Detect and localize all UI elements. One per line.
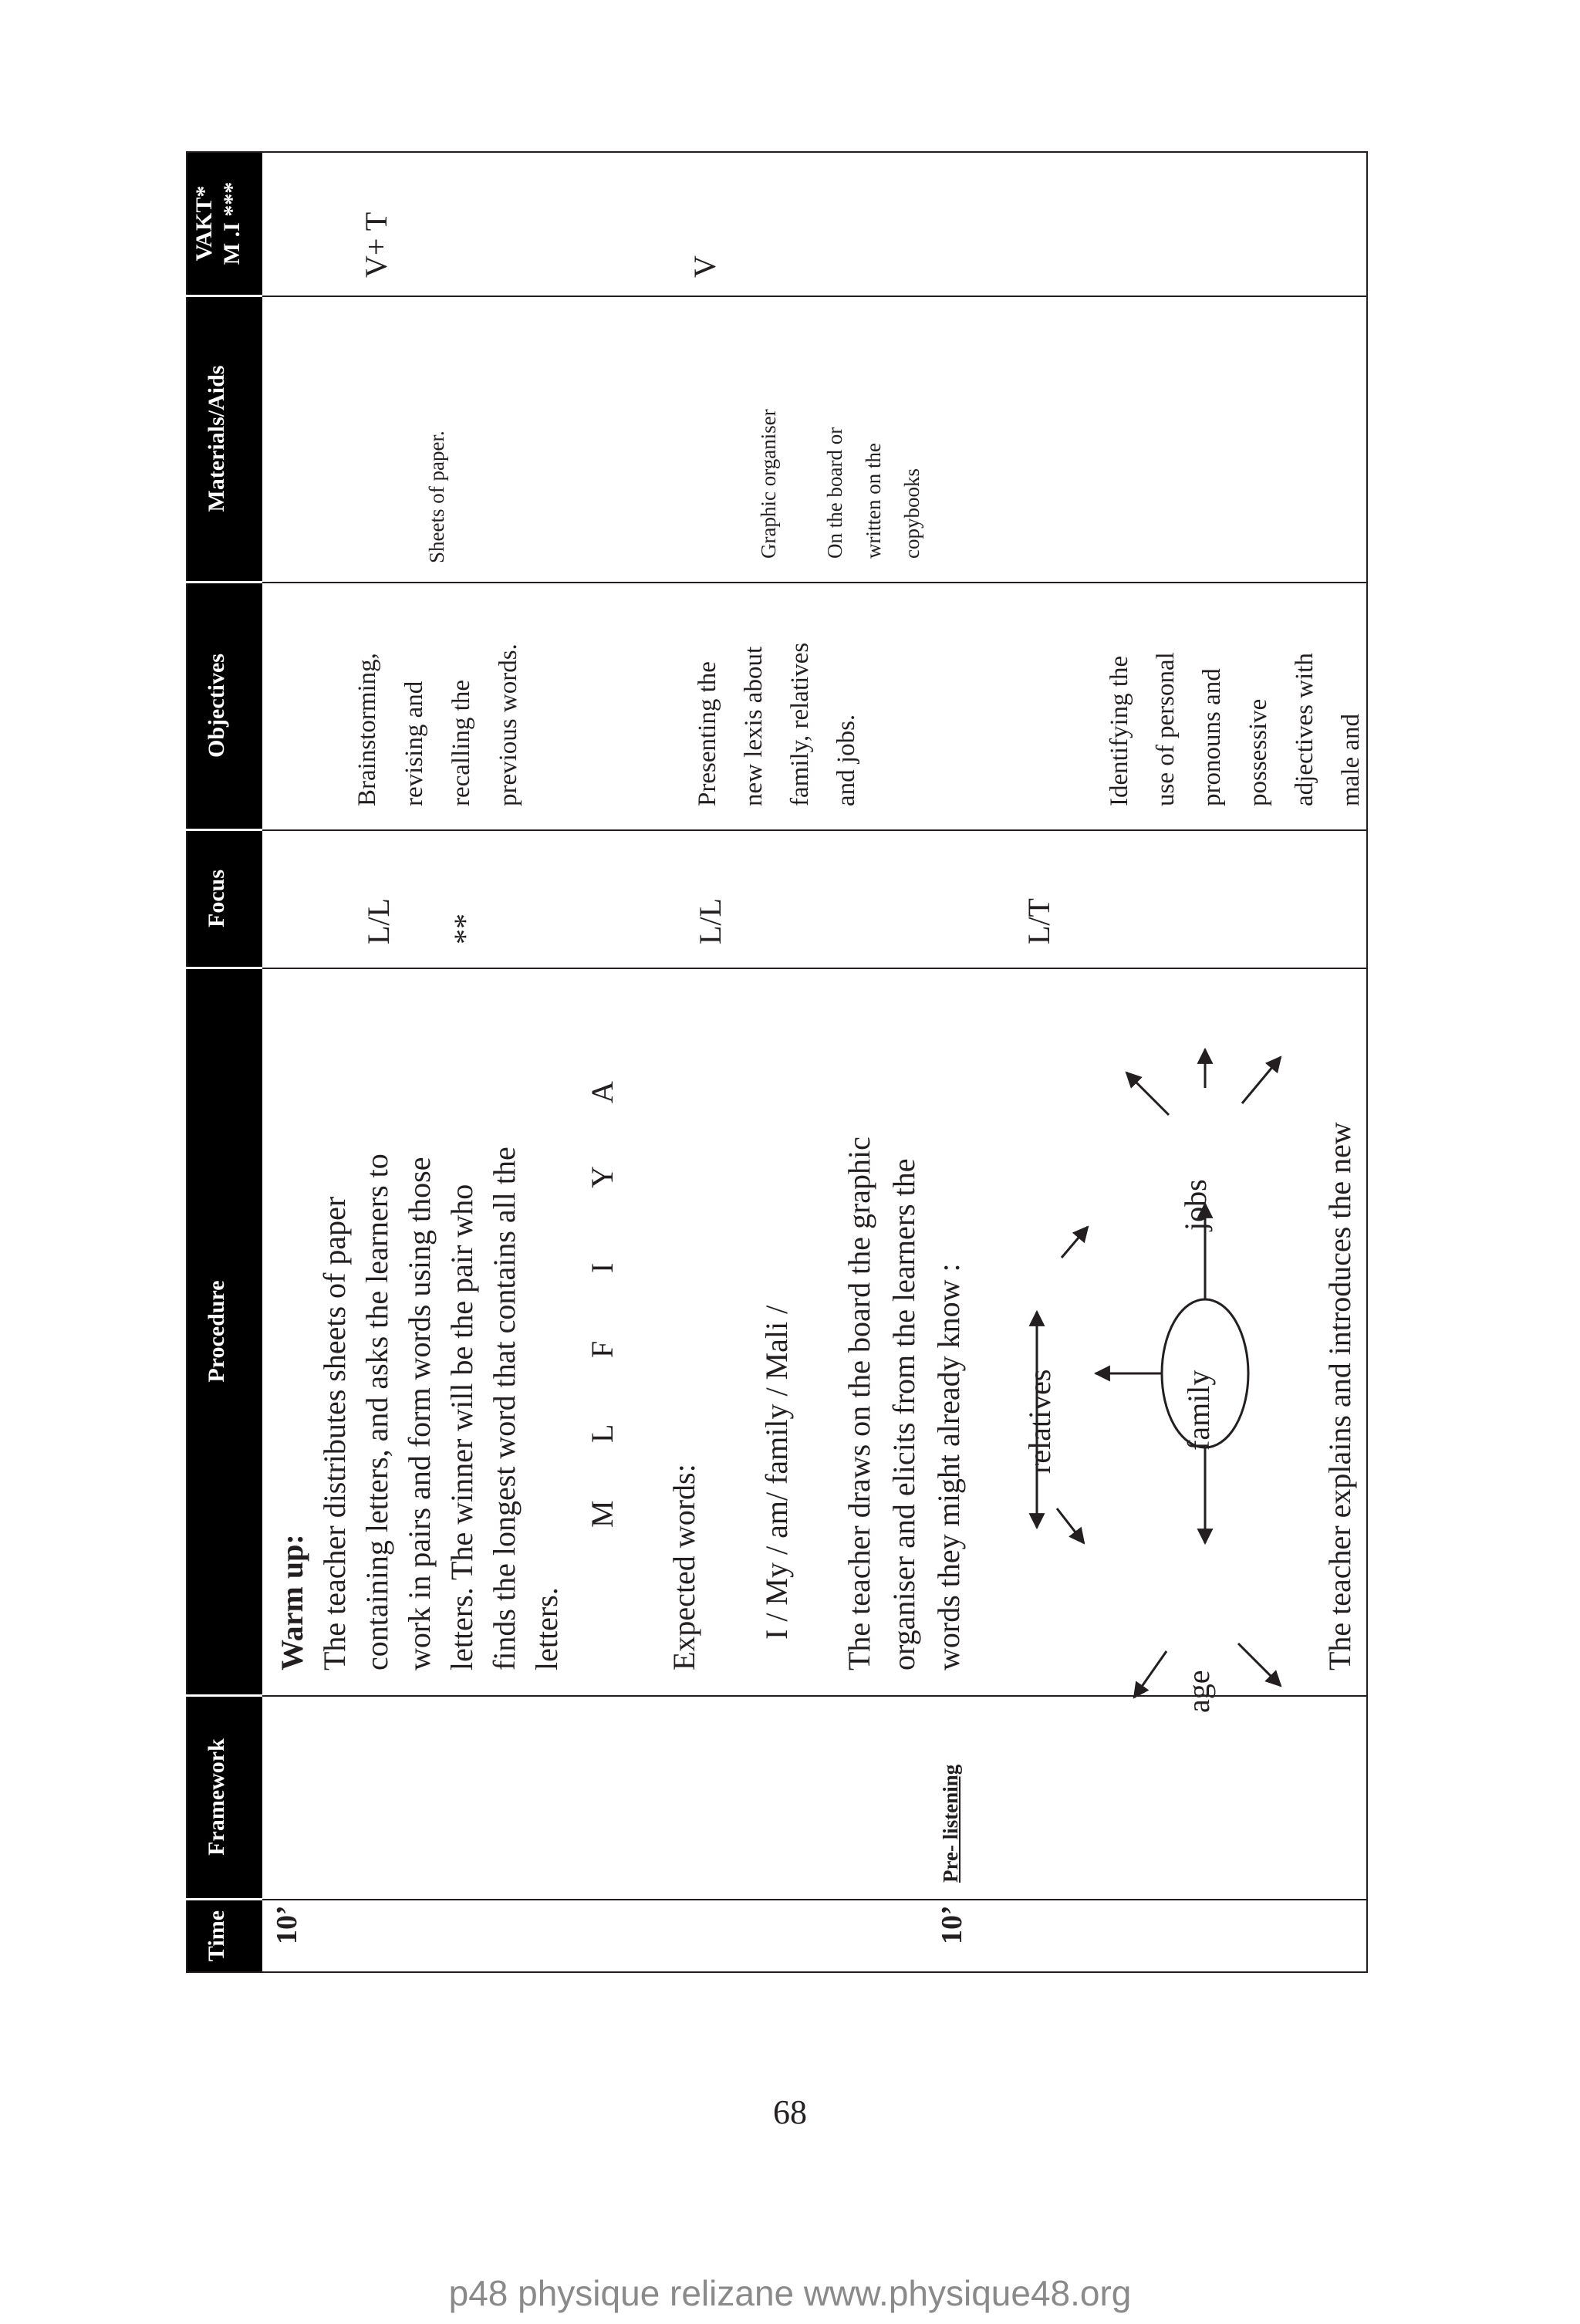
row3-objective-line: use of personal [1152, 652, 1180, 806]
row2-materials-line: On the board or [823, 427, 846, 559]
header-materials: Materials/Aids [204, 365, 229, 512]
row1-materials: Sheets of paper. [425, 431, 448, 563]
row1-focus-mark: ** [447, 914, 482, 944]
header-framework: Framework [204, 1738, 229, 1856]
row1-objective-line: recalling the [447, 679, 475, 806]
procedure-line: work in pairs and form words using those [402, 1157, 437, 1670]
header-vakt: VAKT* [191, 185, 217, 262]
organiser-relatives: relatives [1022, 1369, 1057, 1474]
row1-objective-line: Brainstorming, [353, 653, 381, 806]
row2-focus: L/L [693, 898, 728, 944]
row2-procedure-line: The teacher draws on the board the graphic [842, 1137, 876, 1670]
row1-vakt: V+ T [359, 211, 393, 278]
expected-words: I / My / am/ family / Mali / [759, 1305, 794, 1640]
jobs-arrow-2 [1242, 1057, 1281, 1103]
row3-objective-line: pronouns and [1198, 668, 1226, 806]
letter-card: I [585, 1262, 620, 1273]
age-arrow-1 [1134, 1651, 1166, 1697]
row1-time: 10’ [271, 1905, 303, 1944]
row1-objective-line: previous words. [495, 643, 522, 806]
row2-time: 10’ [936, 1905, 968, 1944]
relatives-arrow-1 [1057, 1508, 1084, 1543]
relatives-arrow-2 [1062, 1227, 1088, 1258]
column-rule [186, 582, 1368, 583]
organiser-age: age [1181, 1670, 1216, 1713]
letter-card: F [585, 1340, 620, 1358]
row3-objective-line: possessive [1244, 698, 1272, 806]
watermark-text: p48 physique relizane www.physique48.org [448, 2273, 1132, 2313]
row2-objective-line: and jobs. [832, 714, 860, 806]
procedure-line: containing letters, and asks the learners to [360, 1154, 394, 1670]
jobs-arrow-1 [1126, 1072, 1169, 1115]
row2-framework: Pre- listening [939, 1764, 962, 1883]
header-time: Time [204, 1910, 229, 1962]
organiser-jobs: jobs [1178, 1179, 1213, 1231]
row3-objective-line: adjectives with [1291, 653, 1318, 806]
row2-materials-line: copybooks [900, 468, 923, 559]
row3-focus: L/T [1021, 898, 1056, 944]
header-objectives: Objectives [204, 654, 229, 758]
warmup-heading: Warm up: [275, 1534, 309, 1670]
procedure-line: The teacher distributes sheets of paper [317, 1196, 352, 1670]
procedure-line: finds the longest word that contains all the [487, 1147, 522, 1670]
row3-procedure: The teacher explains and introduces the new [1322, 1122, 1357, 1670]
letter-card: A [585, 1081, 620, 1103]
row1-objective-line: revising and [400, 681, 428, 806]
row1-focus: L/L [361, 898, 396, 944]
row2-objective-line: family, relatives [786, 642, 814, 806]
row2-materials-organiser: Graphic organiser [757, 409, 780, 559]
letter-card: Y [585, 1166, 620, 1188]
column-rule [186, 968, 1368, 969]
row2-materials-line: written on the [862, 443, 885, 559]
header-mi: M .I *** [219, 181, 245, 265]
row2-vakt: V [687, 255, 722, 278]
row2-procedure-line: organiser and elicits from the learners the [886, 1158, 921, 1670]
row2-objective-line: Presenting the [694, 661, 721, 806]
letter-card: L [585, 1424, 620, 1443]
page-number: 68 [773, 2093, 807, 2131]
column-rule [186, 1899, 1368, 1900]
column-rule [186, 829, 1368, 831]
organiser-family: family [1181, 1370, 1216, 1451]
row2-objective-line: new lexis about [740, 646, 768, 806]
procedure-line: letters. [529, 1587, 564, 1670]
expected-words-label: Expected words: [667, 1464, 701, 1670]
column-rule [186, 296, 1368, 297]
header-procedure: Procedure [204, 1280, 229, 1383]
row3-objective-line: Identifying the [1106, 655, 1133, 806]
header-focus: Focus [204, 870, 229, 927]
age-arrow-2 [1238, 1643, 1281, 1686]
row3-objective-line: male and [1337, 713, 1365, 806]
row2-procedure-line: words they might already know : [931, 1263, 966, 1670]
procedure-line: letters. The winner will be the pair who [444, 1184, 479, 1670]
letter-card: M [585, 1500, 620, 1528]
